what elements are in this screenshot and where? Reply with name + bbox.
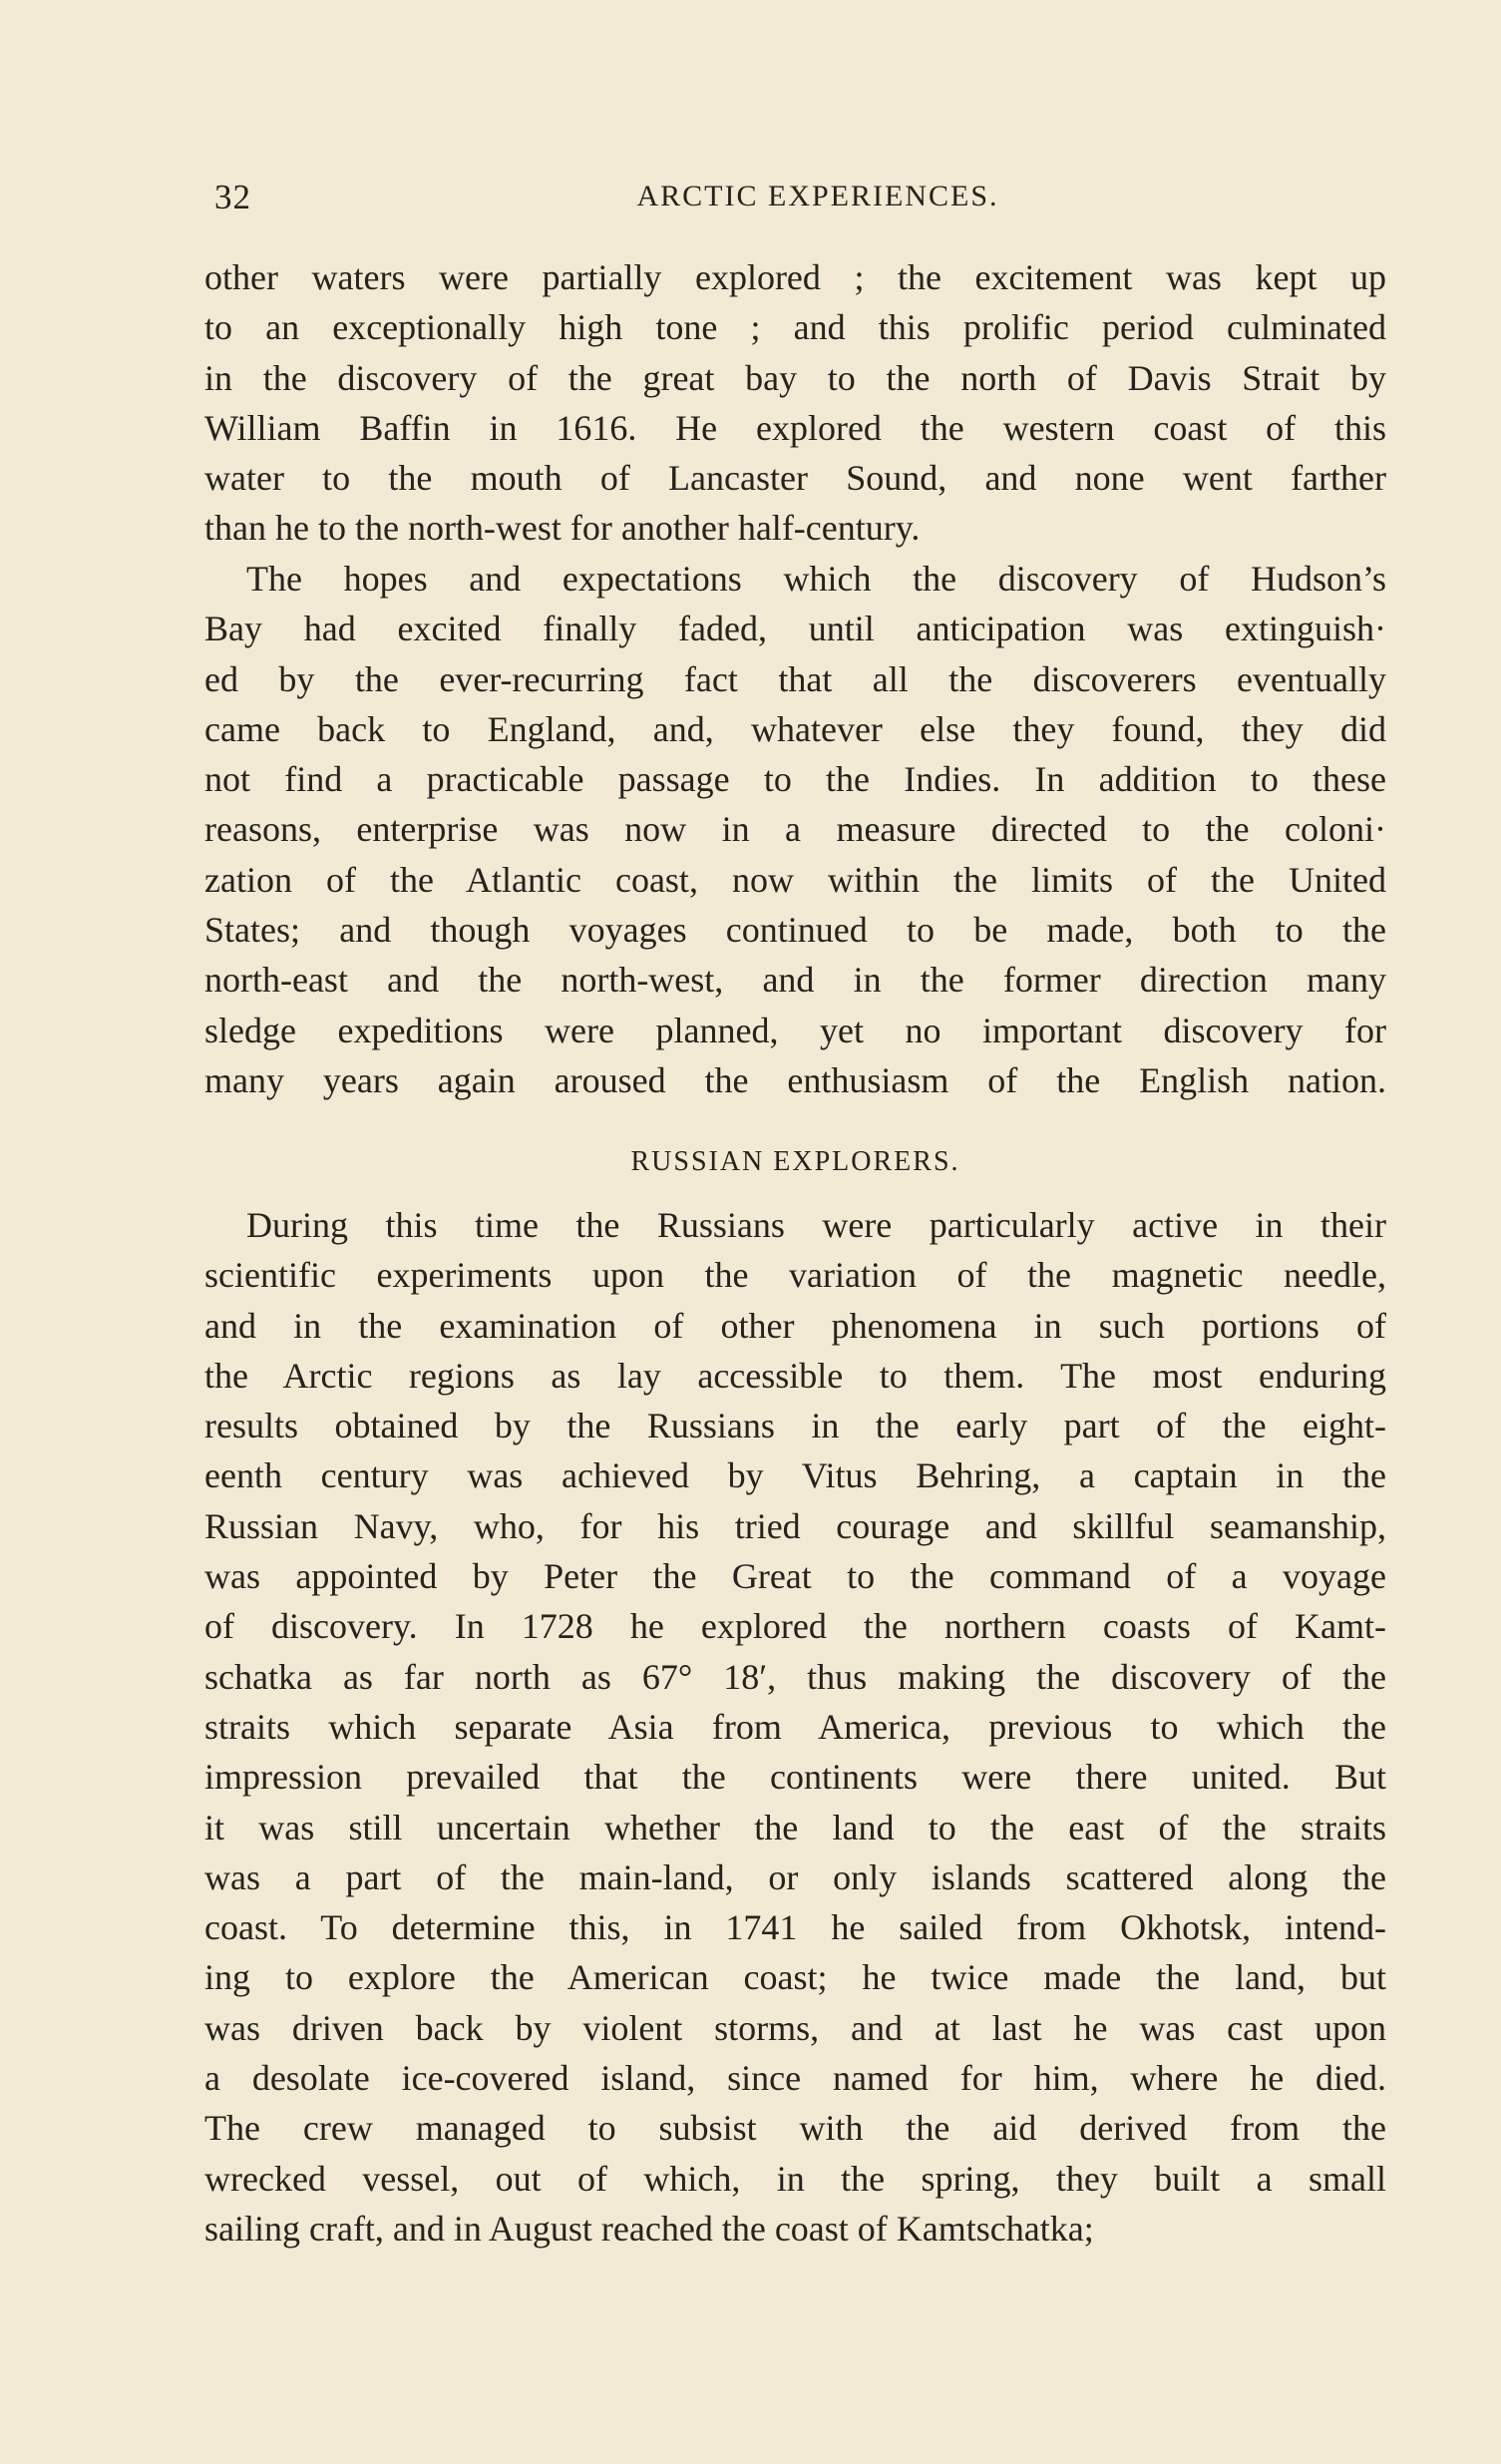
paragraph-1: [204, 252, 1386, 554]
text-line: water to the mouth of Lancaster Sound, and none went farther: [204, 458, 1386, 499]
paragraph-2: [204, 554, 1386, 1105]
text-line: was appointed by Peter the Great to the command of a voyage: [204, 1556, 1386, 1597]
running-head: [214, 178, 1391, 227]
section-heading: RUSSIAN EXPLORERS.: [630, 1146, 960, 1177]
text-line: sledge expeditions were planned, yet no important discovery for: [204, 1010, 1386, 1050]
text-line: States; and though voyages continued to be made, both to the: [204, 910, 1386, 951]
text-line: wrecked vessel, out of which, in the spring, they built a small: [204, 2158, 1386, 2199]
text-line: scientific experiments upon the variation of the magnetic needle,: [204, 1255, 1386, 1296]
text-line: reasons, enterprise was now in a measure directed to the coloni·: [204, 809, 1386, 850]
text-line: William Baffin in 1616. He explored the western coast of this: [204, 407, 1386, 448]
text-line: The crew managed to subsist with the aid derived from the: [204, 2108, 1386, 2149]
text-line: to an exceptionally high tone ; and this prolific period culminated: [204, 307, 1386, 348]
text-line: eenth century was achieved by Vitus Behring, a captain in the: [204, 1455, 1386, 1496]
text-line: was a part of the main-land, or only islands scattered along the: [204, 1856, 1386, 1897]
text-line: schatka as far north as 67° 18′, thus making the discovery of the: [204, 1656, 1386, 1697]
text-line: a desolate ice-covered island, since named for him, where he died.: [204, 2058, 1386, 2099]
text-line: came back to England, and, whatever else they found, they did: [204, 708, 1386, 749]
text-line: straits which separate Asia from America, previous to which the: [204, 1706, 1386, 1747]
text-line: During this time the Russians were particularly active in their: [246, 1205, 1386, 1245]
text-line: coast. To determine this, in 1741 he sailed from Okhotsk, intend-: [204, 1907, 1386, 1948]
text-line: ing to explore the American coast; he twice made the land, but: [204, 1957, 1386, 1998]
text-line: zation of the Atlantic coast, now within the limits of the United: [204, 859, 1386, 900]
text-line: was driven back by violent storms, and at last he was cast upon: [204, 2007, 1386, 2048]
text-line: it was still uncertain whether the land to the east of the straits: [204, 1807, 1386, 1848]
text-line: of discovery. In 1728 he explored the northern coasts of Kamt-: [204, 1606, 1386, 1647]
text-line: Russian Navy, who, for his tried courage and skillful seamanship,: [204, 1505, 1386, 1546]
text-line: Bay had excited finally faded, until anticipation was extinguish·: [204, 609, 1386, 649]
text-line: ed by the ever-recurring fact that all the discoverers eventually: [204, 658, 1386, 699]
text-line: than he to the north-west for another half-century.: [204, 508, 921, 549]
text-line: and in the examination of other phenomena in such portions of: [204, 1305, 1386, 1346]
text-line: the Arctic regions as lay accessible to them. The most enduring: [204, 1355, 1386, 1396]
paragraph-3: [204, 1200, 1386, 2254]
running-title: ARCTIC EXPERIENCES.: [636, 180, 999, 212]
text-line: sailing craft, and in August reached the coast of Kamtschatka;: [204, 2208, 1094, 2249]
text-line: not find a practicable passage to the Indies. In addition to these: [204, 759, 1386, 800]
text-line: The hopes and expectations which the discovery of Hudson’s: [246, 559, 1386, 599]
text-line: in the discovery of the great bay to the north of Davis Strait by: [204, 357, 1386, 398]
page-number: 32: [214, 178, 251, 216]
text-line: results obtained by the Russians in the early part of the eight-: [204, 1406, 1386, 1446]
text-line: north-east and the north-west, and in the former direction many: [204, 960, 1386, 1001]
text-line: other waters were partially explored ; the excitement was kept up: [204, 257, 1386, 297]
text-line: many years again aroused the enthusiasm of the English nation.: [204, 1059, 1386, 1100]
text-line: impression prevailed that the continents were there united. But: [204, 1757, 1386, 1798]
